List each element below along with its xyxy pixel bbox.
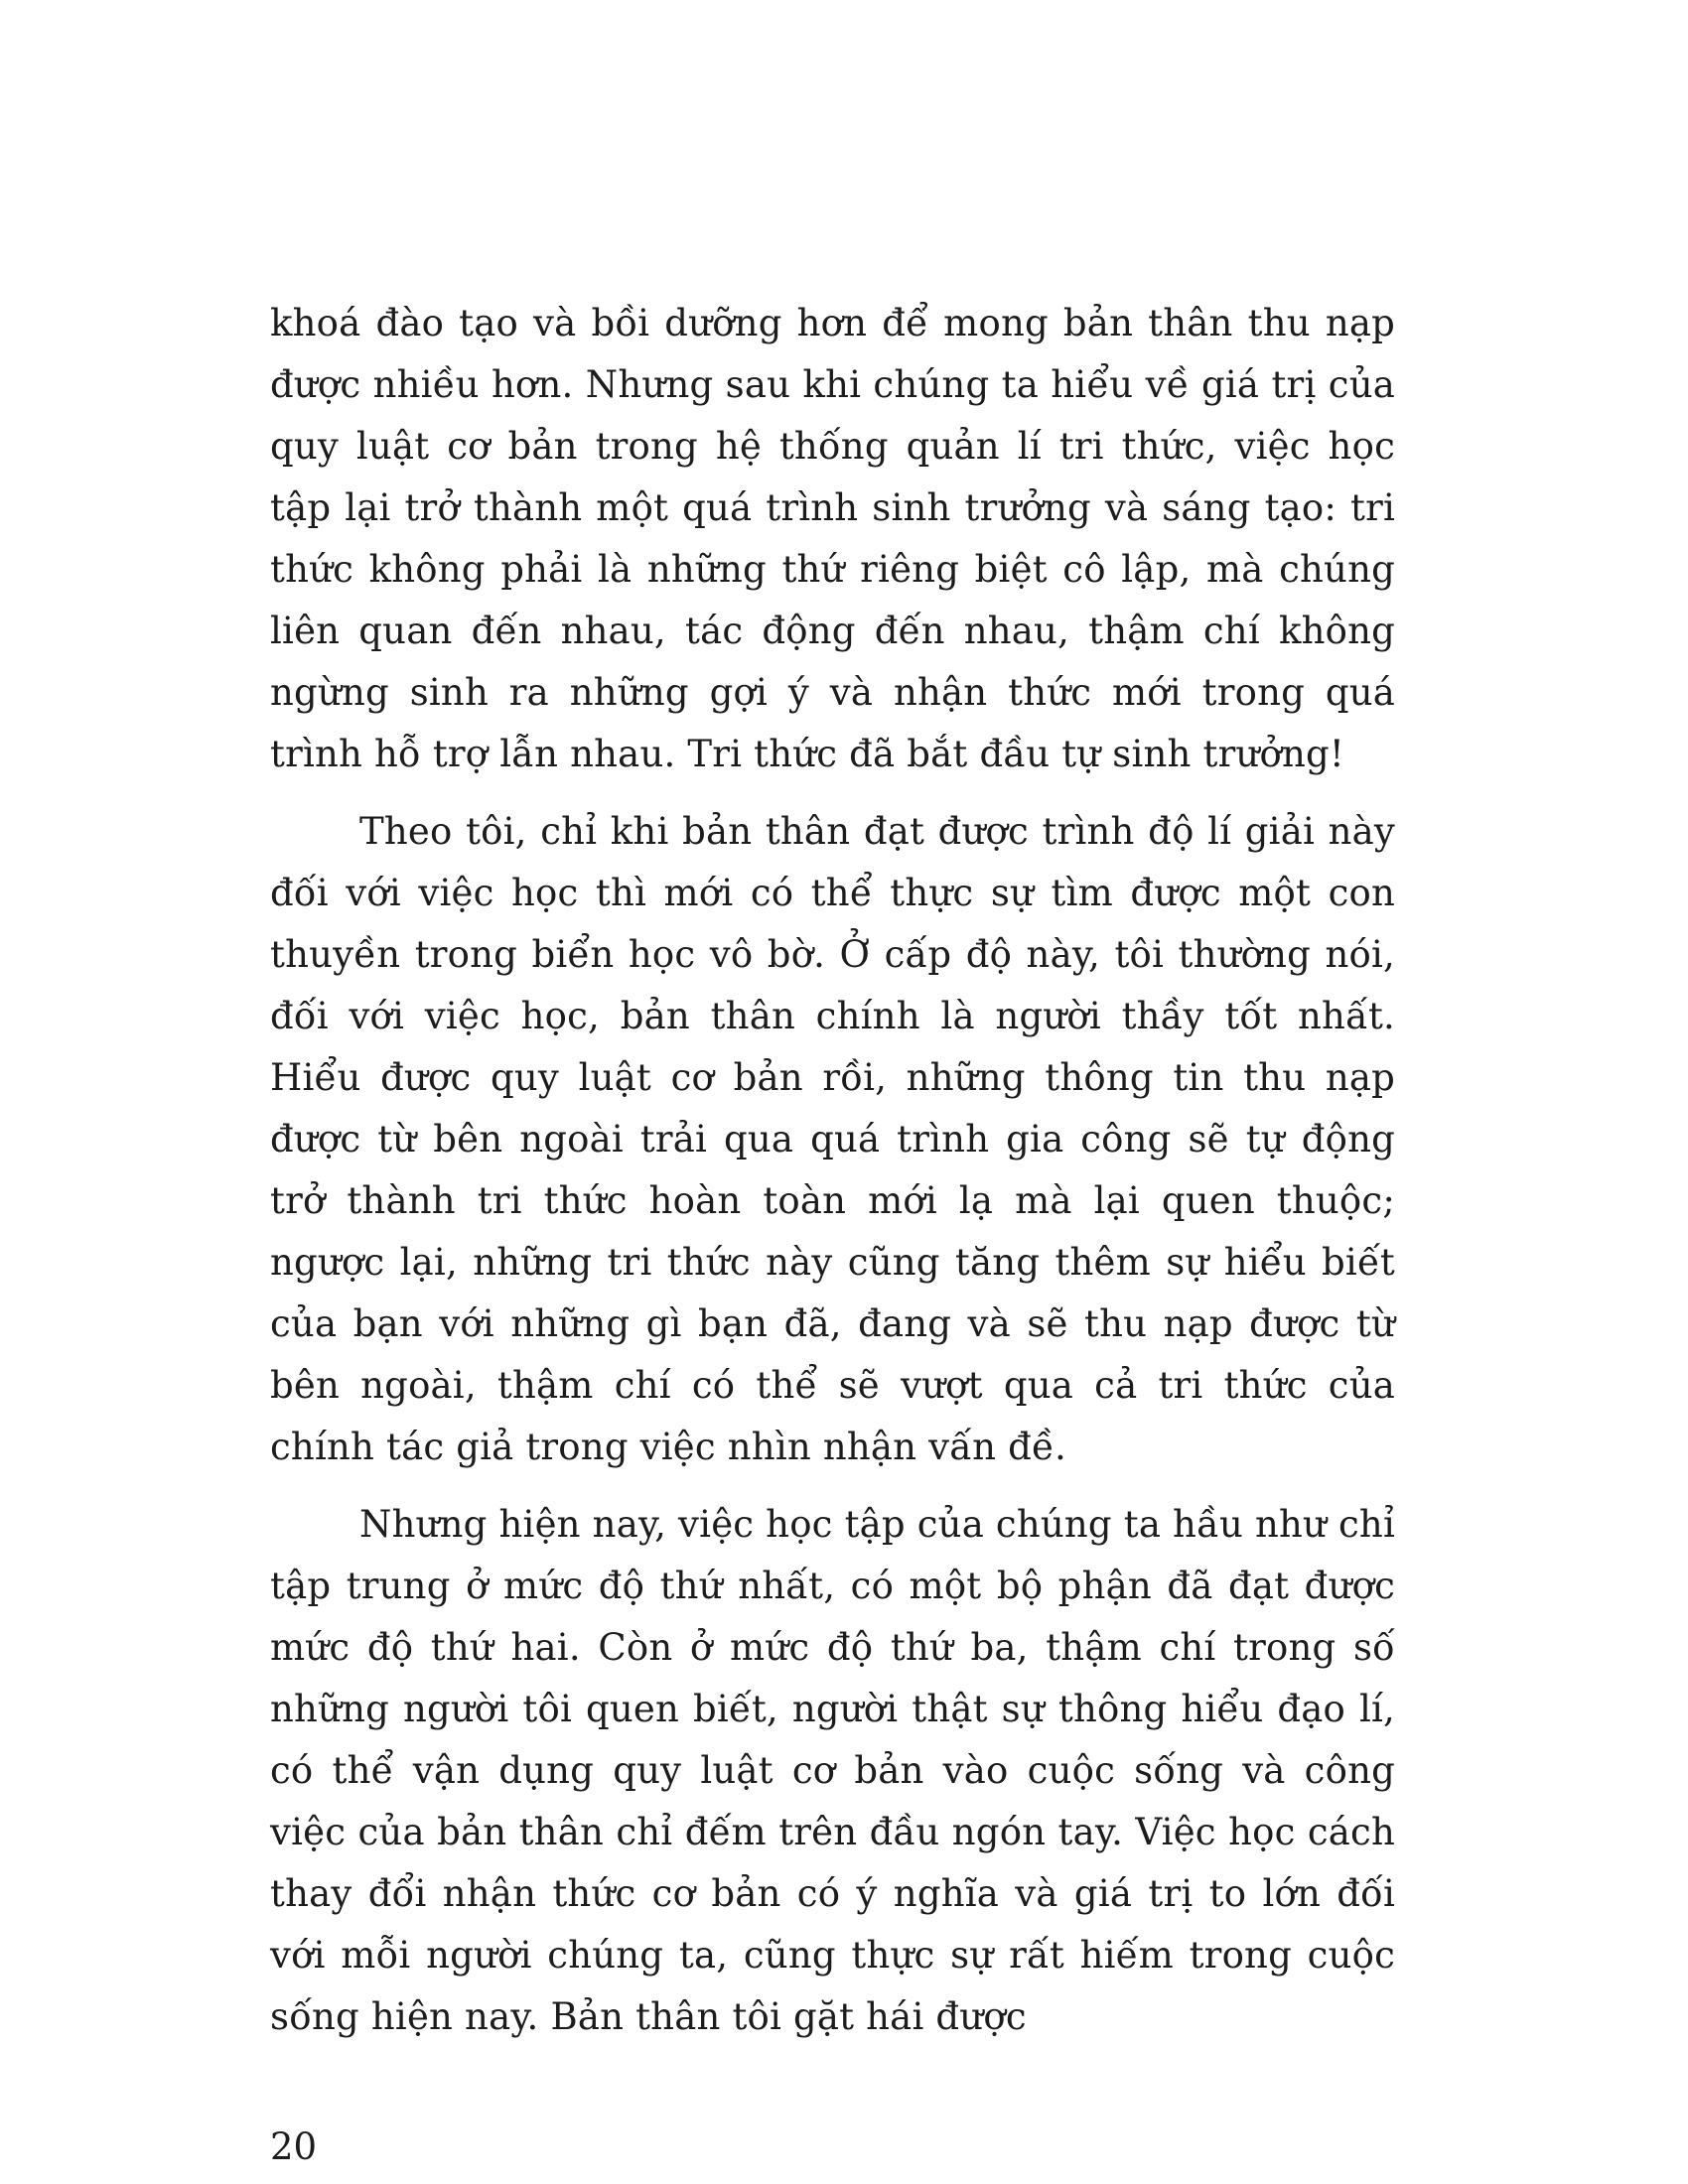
paragraph-1: khoá đào tạo và bồi dưỡng hơn để mong bản thân thu nạp được nhiều hơn. Nhưng sau khi chúng ta hiểu về giá trị của quy luật cơ bản trong hệ thống quản lí tri thức, việc học tập lại trở thành một quá trình sinh trưởng và sáng tạo: tri thức không phải là những thứ riêng biệt cô lập, mà chúng liên quan đến nhau, tác động đến nhau, thậm chí không ngừng sinh ra những gợi ý và nhận thức mới trong quá trình hỗ trợ lẫn nhau. Tri thức đã bắt đầu tự sinh trưởng!: [270, 302, 1395, 775]
paragraph-2: Theo tôi, chỉ khi bản thân đạt được trình độ lí giải này đối với việc học thì mới có thể thực sự tìm được một con thuyền trong biển học vô bờ. Ở cấp độ này, tôi thường nói, đối với việc học, bản thân chính là người thầy tốt nhất. Hiểu được quy luật cơ bản rồi, những thông tin thu nạp được từ bên ngoài trải qua quá trình gia công sẽ tự động trở thành tri thức hoàn toàn mới lạ mà lại quen thuộc; ngược lại, những tri thức này cũng tăng thêm sự hiểu biết của bạn với những gì bạn đã, đang và sẽ thu nạp được từ bên ngoài, thậm chí có thể sẽ vượt qua cả tri thức của chính tác giả trong việc nhìn nhận vấn đề.: [270, 810, 1395, 1468]
page-number: 20: [270, 2125, 318, 2168]
text-block: [270, 293, 1395, 2169]
paragraph-3: Nhưng hiện nay, việc học tập của chúng ta hầu như chỉ tập trung ở mức độ thứ nhất, có một bộ phận đã đạt được mức độ thứ hai. Còn ở mức độ thứ ba, thậm chí trong số những người tôi quen biết, người thật sự thông hiểu đạo lí, có thể vận dụng quy luật cơ bản vào cuộc sống và công việc của bản thân chỉ đếm trên đầu ngón tay. Việc học cách thay đổi nhận thức cơ bản có ý nghĩa và giá trị to lớn đối với mỗi người chúng ta, cũng thực sự rất hiếm trong cuộc sống hiện nay. Bản thân tôi gặt hái được: [270, 1503, 1395, 2038]
